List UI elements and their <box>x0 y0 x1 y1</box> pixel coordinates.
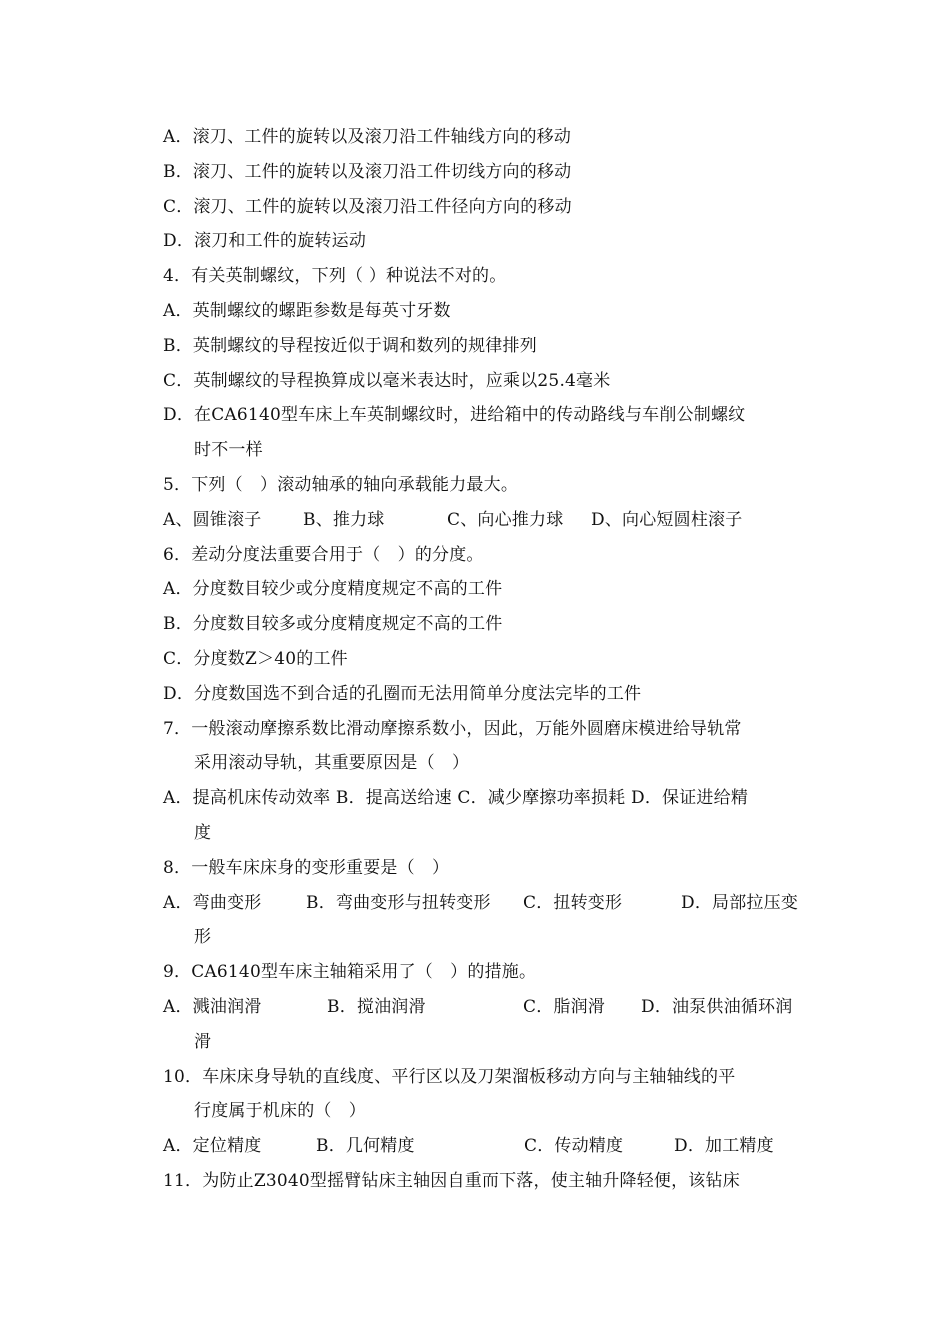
q10-option-a: A．定位精度 <box>163 1136 262 1157</box>
q8-options-row <box>163 886 823 921</box>
option-line: B．分度数目较多或分度精度规定不高的工件 <box>163 614 503 635</box>
question-continuation: 行度属于机床的（ ） <box>194 1101 366 1122</box>
option-line: B．英制螺纹的导程按近似于调和数列的规律排列 <box>163 335 537 356</box>
q9-option-c: C．脂润滑 <box>523 996 606 1017</box>
option-continuation: 度 <box>194 822 212 843</box>
question-9: 9．CA6140型车床主轴箱采用了（ ）的措施。 <box>163 962 537 983</box>
option-line: C．分度数Z＞40的工件 <box>163 648 348 669</box>
question-5: 5．下列（ ）滚动轴承的轴向承载能力最大。 <box>163 474 519 495</box>
question-7: 7．一般滚动摩擦系数比滑动摩擦系数小，因此，万能外圆磨床模进给导轨常 <box>163 718 742 739</box>
q5-option-a: A、圆锥滚子 <box>163 509 262 530</box>
option-continuation: 时不一样 <box>194 440 263 461</box>
q10-option-d: D．加工精度 <box>674 1136 774 1157</box>
q8-option-d: D．局部拉压变 <box>681 892 799 913</box>
q8-option-b: B．弯曲变形与扭转变形 <box>306 892 491 913</box>
q8-option-a: A．弯曲变形 <box>163 892 262 913</box>
q9-option-b: B．搅油润滑 <box>327 996 426 1017</box>
question-4: 4．有关英制螺纹，下列（ ）种说法不对的。 <box>163 266 507 287</box>
q9-options-row <box>163 990 823 1025</box>
q9-option-a: A．溅油润滑 <box>163 996 262 1017</box>
q5-option-d: D、向心短圆柱滚子 <box>591 509 743 530</box>
question-6: 6．差动分度法重要合用于（ ）的分度。 <box>163 544 484 565</box>
question-text-block <box>163 120 823 1199</box>
option-line: B．滚刀、工件的旋转以及滚刀沿工件切线方向的移动 <box>163 161 572 182</box>
question-10: 10．车床床身导轨的直线度、平行区以及刀架溜板移动方向与主轴轴线的平 <box>163 1066 736 1087</box>
question-8: 8．一般车床床身的变形重要是（ ） <box>163 857 450 878</box>
option-line: C．英制螺纹的导程换算成以毫米表达时，应乘以25.4毫米 <box>163 370 611 391</box>
q10-option-b: B．几何精度 <box>316 1136 415 1157</box>
question-11: 11．为防止Z3040型摇臂钻床主轴因自重而下落，使主轴升降轻便，该钻床 <box>163 1170 740 1191</box>
q5-options-row <box>163 503 823 538</box>
option-continuation: 滑 <box>194 1031 212 1052</box>
q5-option-c: C、向心推力球 <box>447 509 564 530</box>
option-line: D．分度数国选不到合适的孔圈而无法用简单分度法完毕的工件 <box>163 683 642 704</box>
option-line: C．滚刀、工件的旋转以及滚刀沿工件径向方向的移动 <box>163 196 572 217</box>
q9-option-d: D．油泵供油循环润 <box>641 996 793 1017</box>
option-continuation: 形 <box>194 927 212 948</box>
q8-option-c: C．扭转变形 <box>523 892 623 913</box>
q10-option-c: C．传动精度 <box>524 1136 624 1157</box>
option-line: A．滚刀、工件的旋转以及滚刀沿工件轴线方向的移动 <box>163 127 572 147</box>
option-line: D．滚刀和工件的旋转运动 <box>163 231 367 252</box>
q10-options-row <box>163 1129 823 1164</box>
option-line: A．英制螺纹的螺距参数是每英寸牙数 <box>163 300 451 321</box>
option-line: A．分度数目较少或分度精度规定不高的工件 <box>163 579 503 600</box>
q5-option-b: B、推力球 <box>303 509 385 530</box>
option-line: D．在CA6140型车床上车英制螺纹时，进给箱中的传动路线与车削公制螺纹 <box>163 405 746 426</box>
q7-options-row: A．提高机床传动效率 B．提高送给速 C．减少摩擦功率损耗 D．保证进给精 <box>163 788 749 809</box>
question-continuation: 采用滚动导轨，其重要原因是（ ） <box>194 753 470 774</box>
